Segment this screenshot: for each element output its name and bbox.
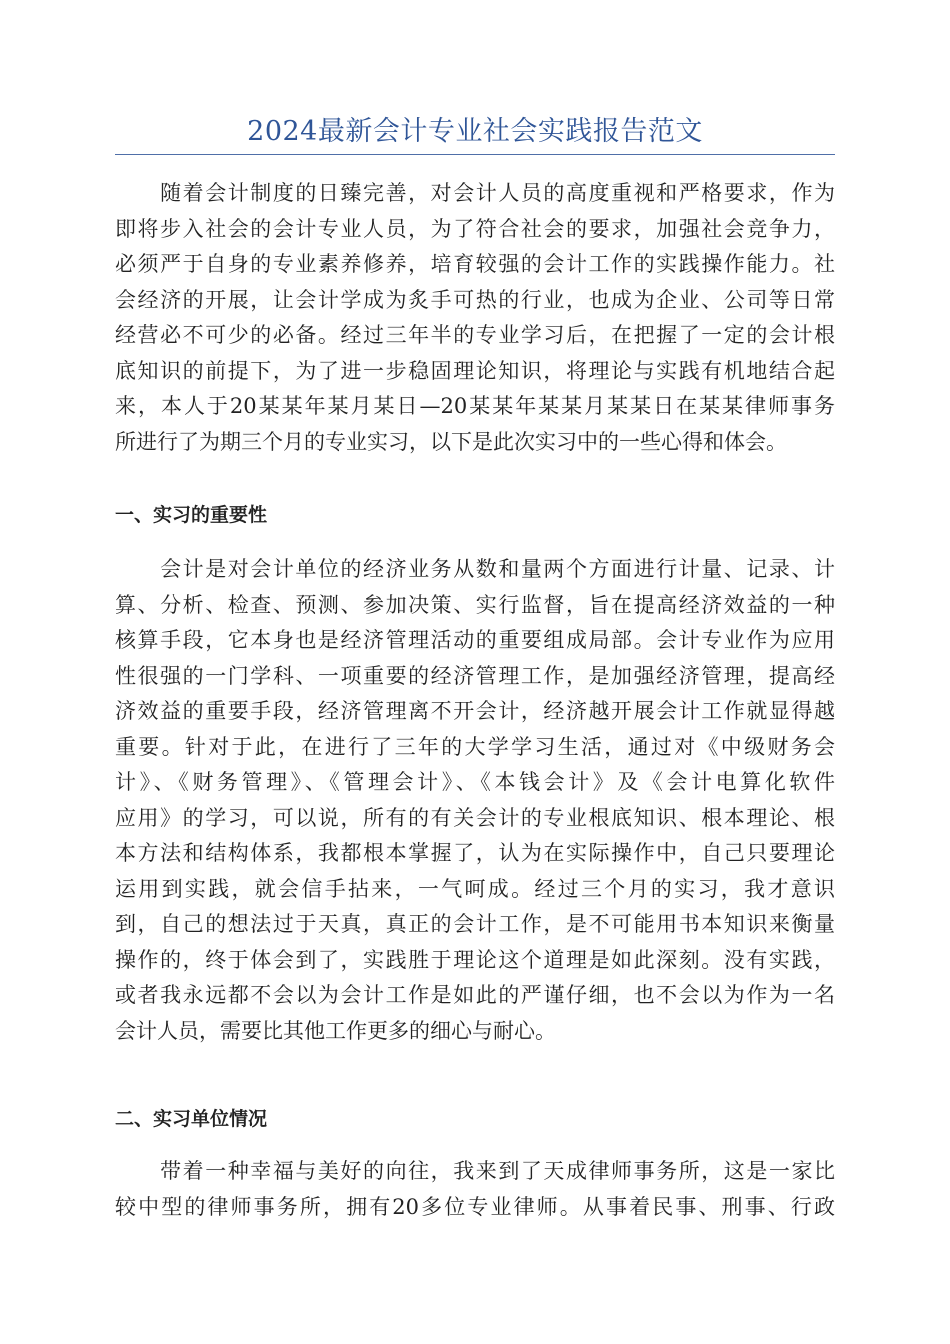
paragraph-line: 核算手段，它本身也是经济管理活动的重要组成局部。会计专业作为应用 (115, 628, 835, 652)
paragraph-line: 会计是对会计单位的经济业务从数和量两个方面进行计量、记录、计 (115, 557, 835, 581)
title-underline (115, 154, 835, 155)
paragraph-line: 操作的，终于体会到了，实践胜于理论这个道理是如此深刻。没有实践， (115, 947, 835, 972)
section-heading-1: 一、实习的重要性 (115, 504, 268, 526)
paragraph-line: 到，自己的想法过于天真，真正的会计工作，是不可能用书本知识来衡量 (115, 912, 835, 936)
paragraph-line: 应用》的学习，可以说，所有的有关会计的专业根底知识、根本理论、根 (115, 805, 835, 830)
paragraph-line: 较中型的律师事务所，拥有20多位专业律师。从事着民事、刑事、行政 (115, 1194, 835, 1219)
section-2-paragraph (115, 1154, 835, 1225)
paragraph-line: 本方法和结构体系，我都根本掌握了，认为在实际操作中，自己只要理论 (115, 841, 835, 865)
paragraph-line: 经营必不可少的必备。经过三年半的专业学习后，在把握了一定的会计根 (115, 323, 835, 347)
section-1-paragraph (115, 552, 835, 1049)
paragraph-line: 济效益的重要手段，经济管理离不开会计，经济越开展会计工作就显得越 (115, 699, 835, 723)
paragraph-line: 会计人员，需要比其他工作更多的细心与耐心。 (115, 1018, 556, 1043)
paragraph-line: 带着一种幸福与美好的向往，我来到了天成律师事务所，这是一家比 (115, 1159, 835, 1183)
paragraph-line: 性很强的一门学科、一项重要的经济管理工作，是加强经济管理，提高经 (115, 663, 835, 688)
paragraph-line: 算、分析、检查、预测、参加决策、实行监督，旨在提高经济效益的一种 (115, 592, 835, 617)
paragraph-line: 重要。针对于此，在进行了三年的大学学习生活，通过对《中级财务会 (115, 734, 835, 759)
paragraph-line: 即将步入社会的会计专业人员，为了符合社会的要求，加强社会竞争力， (115, 216, 835, 241)
intro-paragraph (115, 176, 835, 460)
paragraph-line: 会经济的开展，让会计学成为炙手可热的行业，也成为企业、公司等日常 (115, 287, 835, 312)
paragraph-line: 必须严于自身的专业素养修养，培育较强的会计工作的实践操作能力。社 (115, 252, 835, 276)
paragraph-line: 运用到实践，就会信手拈来，一气呵成。经过三个月的实习，我才意识 (115, 876, 835, 901)
paragraph-line: 随着会计制度的日臻完善，对会计人员的高度重视和严格要求，作为 (115, 181, 835, 205)
paragraph-line: 底知识的前提下，为了进一步稳固理论知识，将理论与实践有机地结合起 (115, 358, 835, 383)
paragraph-line: 或者我永远都不会以为会计工作是如此的严谨仔细，也不会以为作为一名 (115, 983, 835, 1007)
paragraph-line: 来，本人于20某某年某月某日—20某某年某某月某某日在某某律师事务 (115, 394, 835, 418)
section-heading-2: 二、实习单位情况 (115, 1108, 268, 1130)
document-title: 2024最新会计专业社会实践报告范文 (247, 116, 703, 147)
paragraph-line: 计》、《财务管理》、《管理会计》、《本钱会计》及《会计电算化软件 (115, 770, 835, 794)
paragraph-line: 所进行了为期三个月的专业实习，以下是此次实习中的一些心得和体会。 (115, 429, 787, 454)
